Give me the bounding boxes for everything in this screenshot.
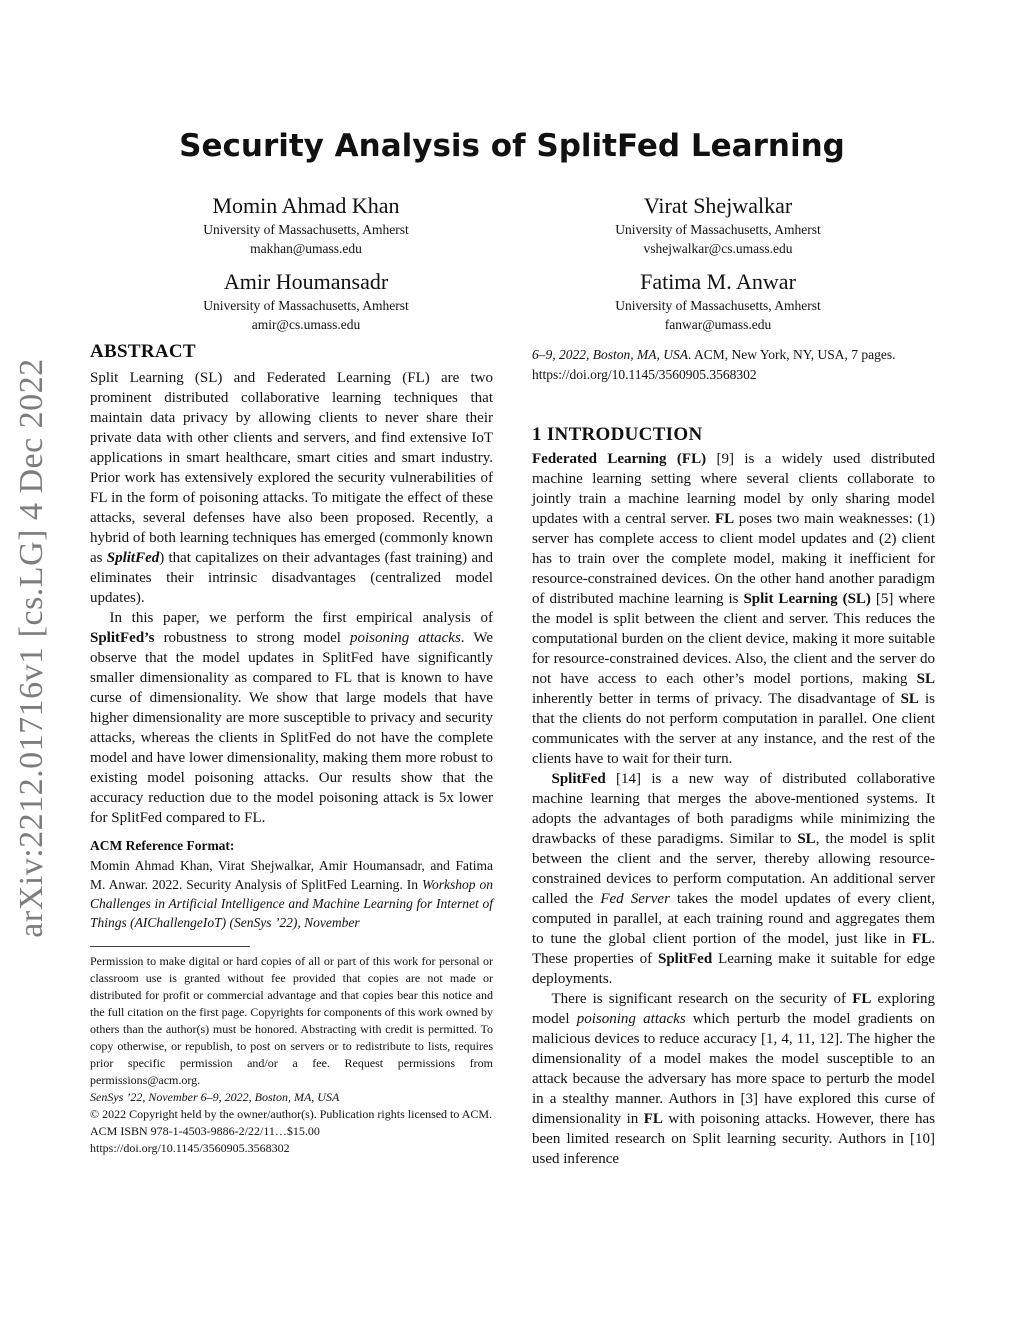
author-email[interactable]: vshejwalkar@cs.umass.edu bbox=[643, 241, 793, 256]
intro-paragraph: There is significant research on the security of FL exploring model poisoning attacks which perturb the model gradients on malicious devices to reduce accuracy [1, 4, 11, 12]. The higher the dimensionality of a model makes the model susceptible to an attack because the adversary has more space to perturb the model in a stealthy manner. Authors in [3] have explored this curse of dimensionality in FL with poisoning attacks. However, there has been limited research on Split learning security. Authors in [10] used inference bbox=[532, 991, 935, 1167]
intro-heading: 1 INTRODUCTION bbox=[532, 424, 703, 445]
author-email[interactable]: fanwar@umass.edu bbox=[664, 317, 772, 332]
author-block bbox=[156, 192, 456, 258]
author-block bbox=[156, 268, 456, 334]
splitfed-emphasis: SplitFed bbox=[106, 550, 160, 566]
footnote-rule bbox=[90, 946, 250, 947]
abstract-paragraph: Split Learning (SL) and Federated Learning (FL) are two prominent distributed collaborative learning techniques that maintain data privacy by allowing clients to never share their private data with other clients and servers, and find extensive IoT applications in smart healthcare, smart cities and smart industry. Prior work has extensively explored the security vulnerabilities of FL in the form of poisoning attacks. To mitigate the effect of these attacks, several defenses have also been proposed. Recently, a hybrid of both learning techniques has emerged (commonly known as SplitFed) that capitalizes on their advantages (fast training) and eliminates their intrinsic disadvantages (centralized model updates). bbox=[90, 370, 493, 606]
left-column bbox=[90, 342, 493, 1157]
copyright-line: © 2022 Copyright held by the owner/author(s). Publication rights licensed to ACM. bbox=[90, 1107, 493, 1121]
abstract-paragraph: In this paper, we perform the first empirical analysis of SplitFed’s robustness to strong model poisoning attacks. We observe that the model updates in SplitFed have significantly smaller dimensionality as compared to FL that is known to have curse of dimensionality. We show that large models that have higher dimensionality are more susceptible to privacy and security attacks, whereas the clients in SplitFed do not have the complete model and have lower dimensionality, making them more robust to existing model poisoning attacks. Our results show that the accuracy reduction due to the model poisoning attack is 5x lower for SplitFed compared to FL. bbox=[90, 610, 494, 826]
permission-block bbox=[90, 953, 493, 1157]
paper-title: Security Analysis of SplitFed Learning bbox=[179, 128, 845, 164]
permission-text: Permission to make digital or hard copies of all or part of this work for personal or classroom use is granted without fee provided that copies are not made or distributed for profit or commercial advantage and that copies bear this notice and the full citation on the first page. Copyrights for components of this work owned by others than the author(s) must be honored. Abstracting with credit is permitted. To copy otherwise, or republish, to post on servers or to redistribute to lists, requires prior specific permission and/or a fee. Request permissions from permissions@acm.org. bbox=[90, 954, 493, 1087]
isbn-line: ACM ISBN 978-1-4503-9886-2/22/11…$15.00 bbox=[90, 1124, 320, 1138]
author-name: Momin Ahmad Khan bbox=[212, 193, 400, 218]
intro-paragraph: SplitFed [14] is a new way of distributed collaborative machine learning that merges the above-mentioned systems. It adopts the advantages of both paradigms while minimizing the drawbacks of these paradigms. Similar to SL, the model is split between the client and the server, thereby allowing resource-constrained devices to perform computation. An additional server called the Fed Server takes the model updates of every client, computed in parallel, at each training round and aggregates them to tune the global client portion of the model, just like in FL. These properties of SplitFed Learning make it suitable for edge deployments. bbox=[532, 771, 936, 987]
acm-ref-text: Momin Ahmad Khan, Virat Shejwalkar, Amir Houmansadr, and Fatima M. Anwar. 2022. Security Analysis of SplitFed Learning. In Workshop on Challenges in Artificial Intelligence and Machine Learning for Internet of Things (AIChallengeIoT) (SenSys ’22), November bbox=[90, 858, 493, 930]
author-email[interactable]: makhan@umass.edu bbox=[250, 241, 362, 256]
abstract-heading: ABSTRACT bbox=[90, 341, 196, 362]
acm-ref-continuation: 6–9, 2022, Boston, MA, USA. ACM, New York, NY, USA, 7 pages. https://doi.org/10.1145/3560905.3568302 bbox=[532, 347, 896, 382]
arxiv-stamp: arXiv:2212.01716v1 [cs.LG] 4 Dec 2022 bbox=[13, 358, 50, 938]
author-name: Fatima M. Anwar bbox=[640, 269, 796, 294]
author-affiliation: University of Massachusetts, Amherst bbox=[203, 222, 409, 237]
right-column bbox=[532, 345, 935, 1169]
conference-line: SenSys ’22, November 6–9, 2022, Boston, MA, USA bbox=[90, 1090, 340, 1104]
intro-paragraph: Federated Learning (FL) [9] is a widely used distributed machine learning setting where several clients collaborate to jointly train a machine learning model by only sharing model updates with a central server. FL poses two main weaknesses: (1) server has complete access to client model updates and (2) client has to train over the complete model, making it inefficient for resource-constrained devices. On the other hand another paradigm of distributed machine learning is Split Learning (SL) [5] where the model is split between the client and server. This reduces the computational burden on the client device, making it more suitable for resource-constrained devices. Also, the client and the server do not have access to each other’s model portions, making SL inherently better in terms of privacy. The disadvantage of SL is that the clients do not perform computation in parallel. One client communicates with the server at any instance, and the rest of the clients have to wait for their turn. bbox=[532, 451, 935, 767]
doi-link[interactable]: https://doi.org/10.1145/3560905.3568302 bbox=[90, 1141, 290, 1155]
author-name: Amir Houmansadr bbox=[223, 269, 389, 294]
author-affiliation: University of Massachusetts, Amherst bbox=[615, 222, 821, 237]
acm-ref-heading: ACM Reference Format: bbox=[90, 838, 235, 853]
author-block bbox=[568, 268, 868, 334]
author-affiliation: University of Massachusetts, Amherst bbox=[203, 298, 409, 313]
author-name: Virat Shejwalkar bbox=[643, 193, 793, 218]
author-block bbox=[568, 192, 868, 258]
author-email[interactable]: amir@cs.umass.edu bbox=[251, 317, 361, 332]
author-affiliation: University of Massachusetts, Amherst bbox=[615, 298, 821, 313]
